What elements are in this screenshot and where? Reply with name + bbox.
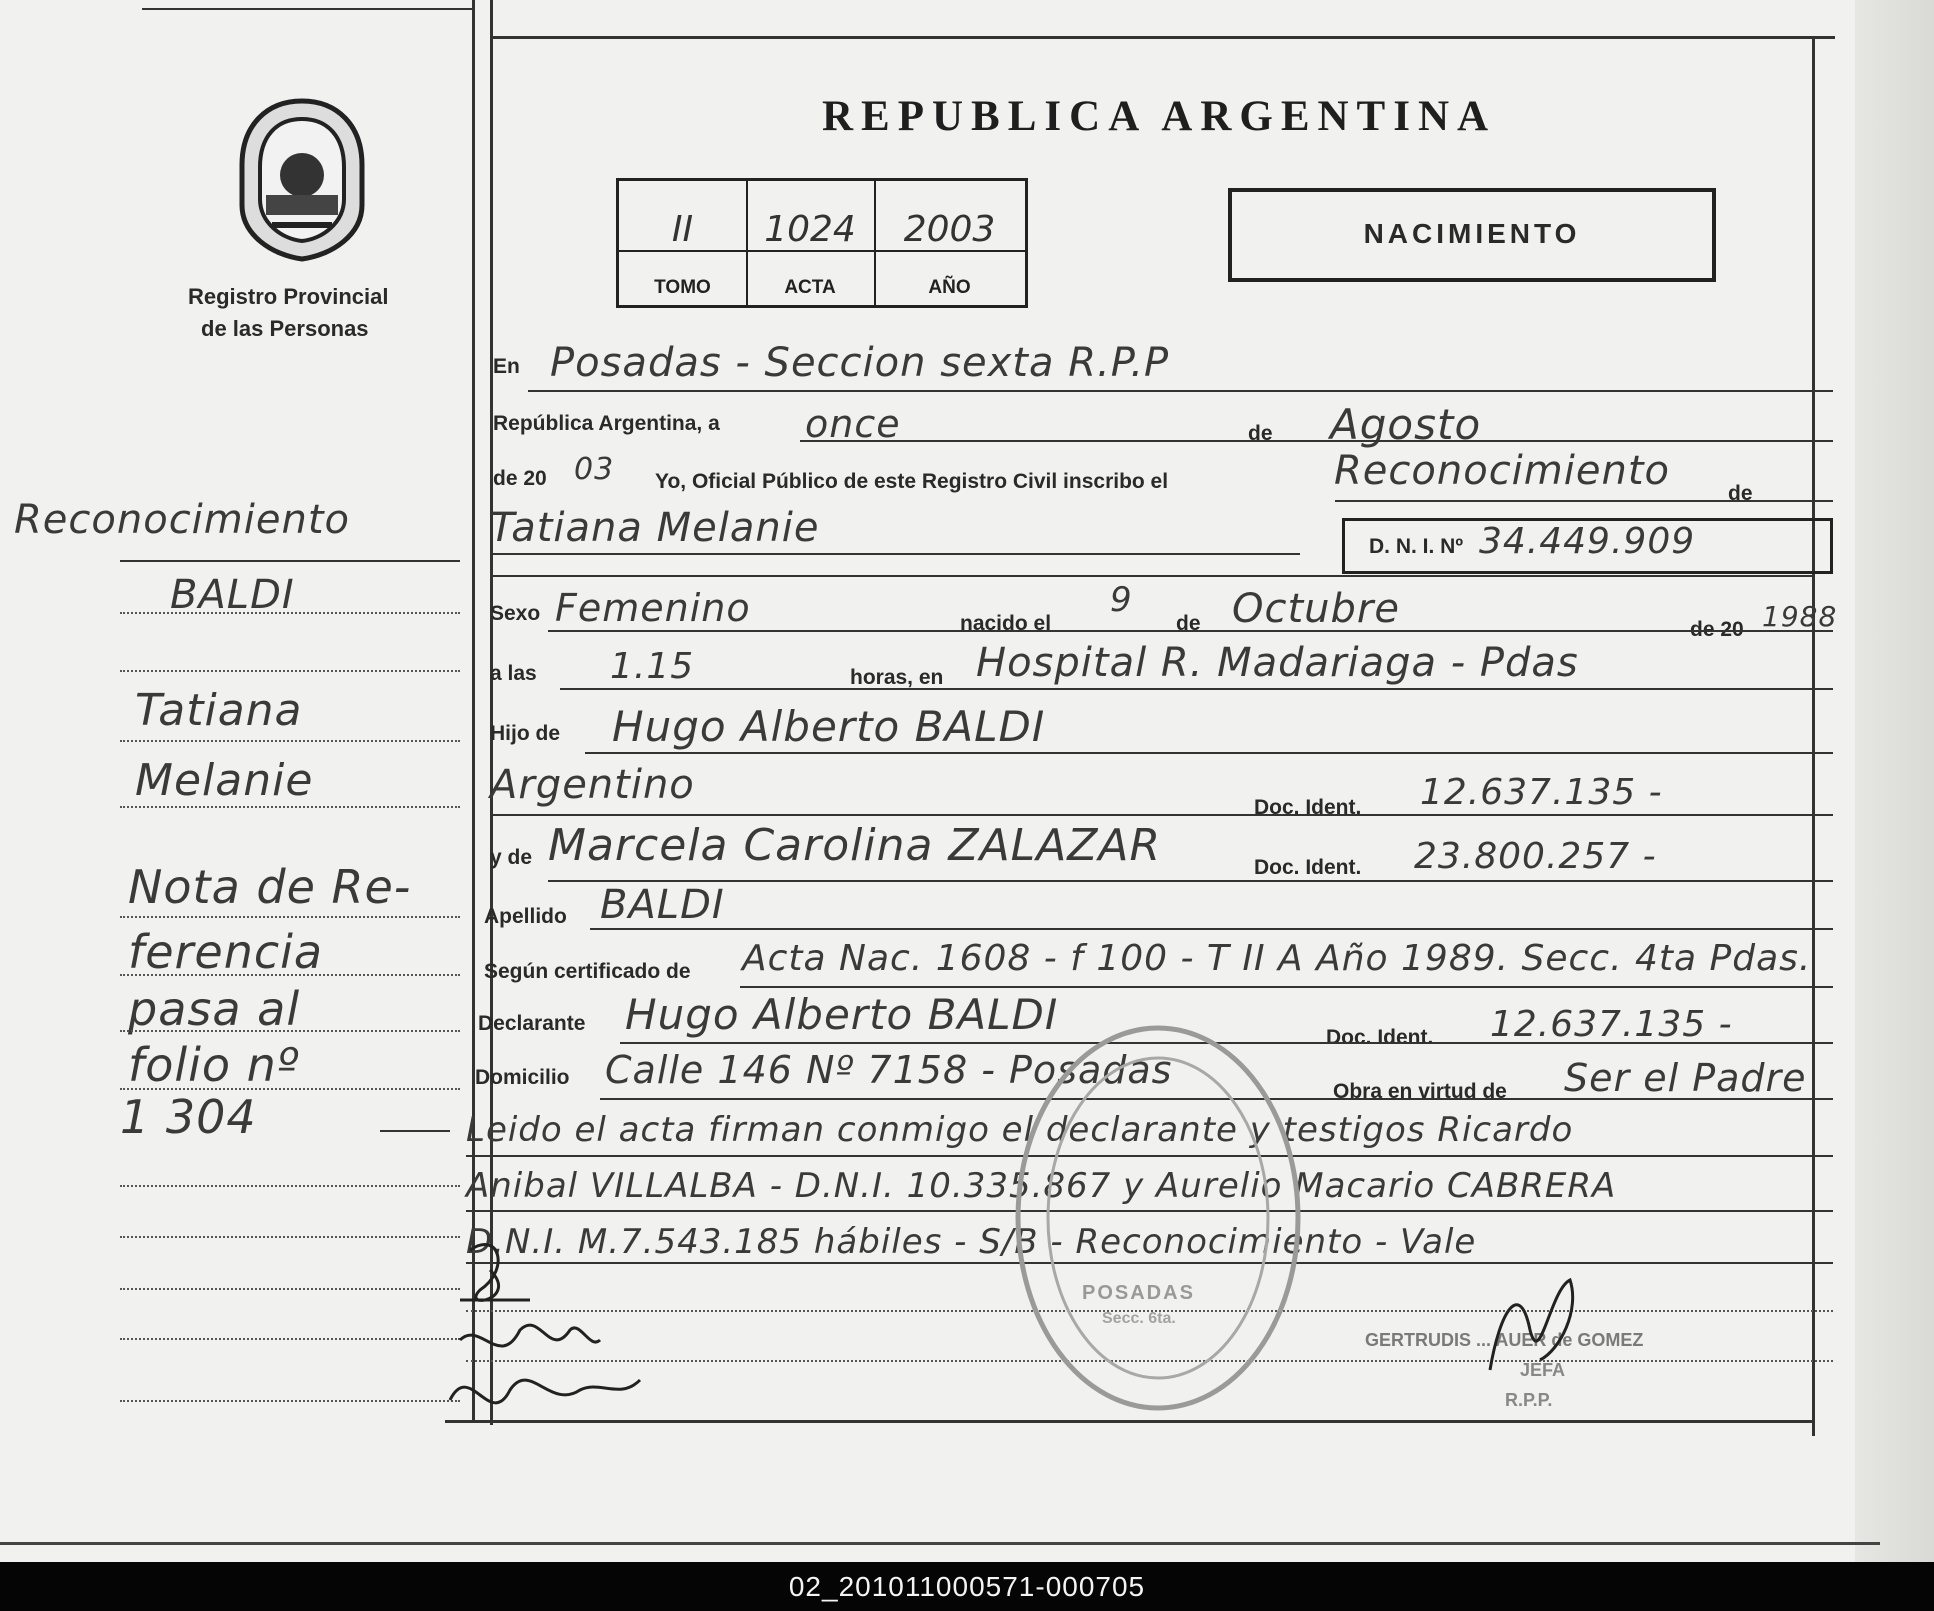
sexo-line xyxy=(548,630,1833,632)
margin-dots-11 xyxy=(120,1288,460,1290)
nacido-de20-label: de 20 xyxy=(1690,618,1744,641)
official-stamp-line2: JEFA xyxy=(1520,1360,1566,1380)
lugar-value: Hospital R. Madariaga - Pdas xyxy=(976,640,1579,686)
dni-label: D. N. I. Nº xyxy=(1369,535,1464,558)
margin-dots-4 xyxy=(120,806,460,808)
anio-label: AÑO xyxy=(928,277,971,298)
observaciones-line-2: Anibal VILLALBA - D.N.I. 10.335.867 y Aurelio Macario CABRERA xyxy=(466,1166,1617,1206)
de-after-label: de xyxy=(1728,482,1753,505)
image-caption: 02_201011000571-000705 xyxy=(0,1562,1934,1611)
en-line xyxy=(528,390,1833,392)
margin-line-1: Reconocimiento xyxy=(14,497,350,543)
apellido-line xyxy=(590,928,1833,930)
hora-value: 1.15 xyxy=(610,646,695,687)
margin-dots-13 xyxy=(120,1400,460,1402)
observaciones-line-3: D.N.I. M.7.543.185 hábiles - S/B - Reconocimiento - Vale xyxy=(466,1222,1477,1262)
madre-line xyxy=(548,880,1833,882)
tomo-label: TOMO xyxy=(654,277,711,298)
record-number-box xyxy=(616,178,1028,308)
dia-value: once xyxy=(805,402,901,446)
madre-doc-value: 23.800.257 - xyxy=(1414,836,1657,877)
en-value: Posadas - Seccion sexta R.P.P xyxy=(550,340,1170,386)
apellido-value: BALDI xyxy=(600,882,725,928)
margin-dots-12 xyxy=(120,1338,460,1340)
registry-line2: de las Personas xyxy=(201,316,369,341)
acta-cell xyxy=(746,181,876,305)
registry-round-stamp xyxy=(1008,1018,1308,1418)
margin-line-7: pasa al xyxy=(128,982,301,1036)
margin-rule-2 xyxy=(380,1130,450,1132)
section-rule xyxy=(490,575,1815,577)
de-label: de xyxy=(1248,422,1273,445)
margin-line-4: Melanie xyxy=(135,755,314,806)
hijo-label: Hijo de xyxy=(490,722,561,745)
provincial-seal xyxy=(232,95,372,265)
inscribo-value: Reconocimiento xyxy=(1334,448,1670,494)
page-bottom-line xyxy=(0,1542,1880,1545)
padre-line xyxy=(585,752,1833,754)
act-type-box xyxy=(1228,188,1716,282)
madre-value: Marcela Carolina ZALAZAR xyxy=(548,820,1162,871)
padre-doc-line xyxy=(490,814,1833,816)
anio-cell xyxy=(874,181,1025,305)
acta-label: ACTA xyxy=(784,277,836,298)
document-title: REPUBLICA ARGENTINA xyxy=(822,93,1497,140)
nacido-label: nacido el xyxy=(960,612,1052,635)
fecha-line xyxy=(800,440,1833,442)
nombre-value: Tatiana Melanie xyxy=(490,505,820,551)
declarante-value: Hugo Alberto BALDI xyxy=(625,990,1059,1039)
dni-value: 34.449.909 xyxy=(1479,521,1696,562)
margin-dots-3 xyxy=(120,740,460,742)
sexo-label: Sexo xyxy=(490,602,541,625)
apellido-label: Apellido xyxy=(484,905,567,928)
obra-value: Ser el Padre xyxy=(1564,1056,1807,1100)
yo-text: Yo, Oficial Público de este Registro Civil inscribo el xyxy=(655,470,1169,493)
margin-line-5: Nota de Re- xyxy=(128,860,412,914)
stamp-section: Secc. 6ta. xyxy=(1102,1310,1176,1327)
segun-value: Acta Nac. 1608 - f 100 - T II A Año 1989. Secc. 4ta Pdas. xyxy=(742,938,1812,979)
margin-rule-1 xyxy=(120,560,460,562)
sexo-value: Femenino xyxy=(555,586,751,630)
margin-dots-7 xyxy=(120,1030,460,1032)
margin-dots-5 xyxy=(120,916,460,918)
mes-value: Agosto xyxy=(1330,400,1482,449)
margin-line-3: Tatiana xyxy=(135,685,303,736)
de-year-label: de 20 xyxy=(493,467,547,490)
nacido-dia: 9 xyxy=(1110,580,1133,620)
declarante-doc-label: Doc. Ident. xyxy=(1326,1026,1434,1049)
registry-line1: Registro Provincial xyxy=(188,284,389,309)
year-value: 03 xyxy=(574,452,615,487)
domicilio-value: Calle 146 Nº 7158 - Posadas xyxy=(605,1048,1173,1092)
declarante-doc-value: 12.637.135 - xyxy=(1490,1004,1733,1045)
margin-divider xyxy=(472,0,475,1420)
form-top-border xyxy=(490,36,1835,39)
obra-label: Obra en virtud de xyxy=(1333,1080,1507,1103)
declarante-label: Declarante xyxy=(478,1012,586,1035)
horas-label: horas, en xyxy=(850,666,944,689)
margin-line-6: ferencia xyxy=(128,925,324,979)
witness-signatures xyxy=(440,1230,680,1430)
observaciones-line-1: Leido el acta firman conmigo el declarante y testigos Ricardo xyxy=(466,1110,1574,1150)
tomo-value: II xyxy=(671,209,694,250)
margin-dots-6 xyxy=(120,974,460,976)
margin-dots-2 xyxy=(120,670,460,672)
official-stamp-line3: R.P.P. xyxy=(1505,1390,1553,1410)
top-rule-left xyxy=(142,8,472,10)
yde-label: y de xyxy=(490,846,533,869)
padre-nacionalidad: Argentino xyxy=(490,762,695,808)
nacido-de-label: de xyxy=(1176,612,1201,635)
margin-dots-1 xyxy=(120,612,460,614)
nombre-line xyxy=(490,553,1300,555)
photo-background xyxy=(1855,0,1934,1562)
official-stamp-line1: GERTRUDIS ... AUER de GOMEZ xyxy=(1365,1330,1644,1350)
margin-dots-9 xyxy=(120,1185,460,1187)
republica-label: República Argentina, a xyxy=(493,412,720,435)
act-type: NACIMIENTO xyxy=(1363,218,1581,249)
padre-doc-label: Doc. Ident. xyxy=(1254,796,1362,819)
inscribo-line xyxy=(1335,500,1833,502)
padre-doc-value: 12.637.135 - xyxy=(1420,772,1663,813)
dni-box xyxy=(1342,518,1833,574)
form-right-border xyxy=(1812,36,1815,1436)
anio-value: 2003 xyxy=(903,209,996,250)
domicilio-label: Domicilio xyxy=(475,1066,570,1089)
madre-doc-label: Doc. Ident. xyxy=(1254,856,1362,879)
tomo-cell xyxy=(619,181,748,305)
nacido-anio: 1988 xyxy=(1762,600,1838,633)
padre-value: Hugo Alberto BALDI xyxy=(612,702,1046,751)
stamp-city: POSADAS xyxy=(1082,1282,1195,1304)
hora-line xyxy=(560,688,1833,690)
margin-dots-10 xyxy=(120,1236,460,1238)
segun-label: Según certificado de xyxy=(484,960,691,983)
acta-value: 1024 xyxy=(764,209,856,250)
alas-label: a las xyxy=(490,662,537,685)
margin-line-2: BALDI xyxy=(170,572,295,618)
margin-line-9: 1 304 xyxy=(120,1090,257,1144)
en-label: En xyxy=(493,355,520,378)
segun-line xyxy=(740,986,1833,988)
nacido-mes: Octubre xyxy=(1232,586,1400,632)
official-signature xyxy=(1470,1270,1590,1380)
margin-line-8: folio nº xyxy=(128,1038,300,1092)
